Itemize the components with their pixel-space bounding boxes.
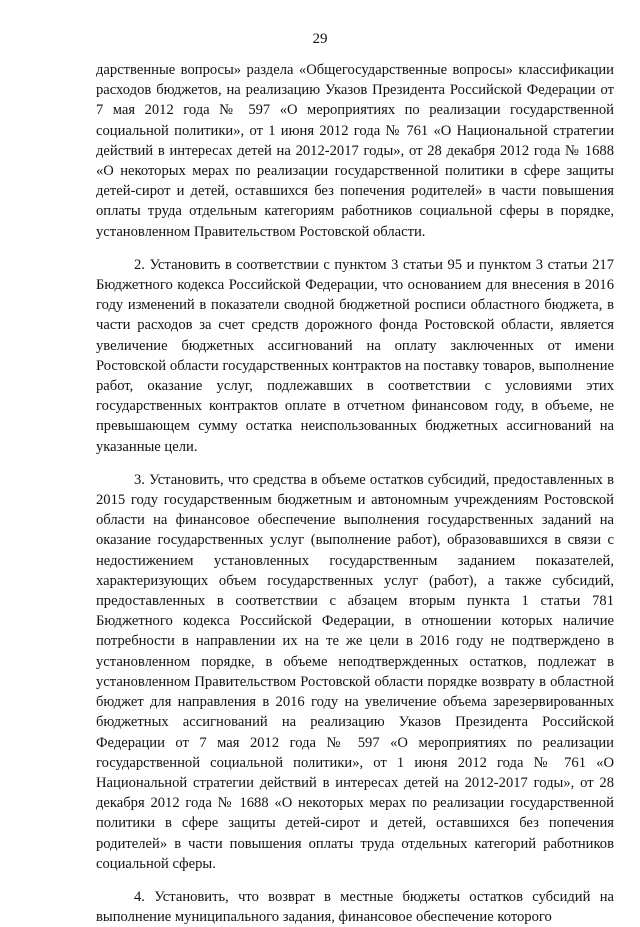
- paragraph-item-2: 2. Установить в соответствии с пунктом 3 статьи 95 и пунктом 3 статьи 217 Бюджетного кодекса Российской Федерации, что основанием для внесения в 2016 году изменений в показатели сводной бюджетной росписи областного бюджета, в части расходов за счет средств дорожного фонда Ростовской области, является увеличение бюджетных ассигнований на оплату заключенных от имени Ростовской области государственных контрактов на поставку товаров, выполнение работ, оказание услуг, подлежавших в соответствии с условиями этих государственных контрактов оплате в отчетном финансовом году, в объеме, не превышающем сумму остатка неиспользованных бюджетных ассигнований на указанные цели.: [96, 256, 614, 455]
- paragraph-continuation: дарственные вопросы» раздела «Общегосударственные вопросы» классификации расходов бюджетов, на реализацию Указов Президента Российской Федерации от 7 мая 2012 года № 597 «О мероприятиях по реализации государственной социальной политики», от 1 июня 2012 года № 761 «О Национальной стратегии действий в интересах детей на 2012-2017 годы», от 28 декабря 2012 года № 1688 «О некоторых мерах по реализации государственной политики в сфере защиты детей-сирот и детей, оставшихся без попечения родителей» в части повышения оплаты труда отдельным категориям работников социальной сферы в порядке, установленном Правительством Ростовской области.: [96, 62, 614, 240]
- paragraph-item-4: 4. Установить, что возврат в местные бюджеты остатков субсидий на выполнение муниципального задания, финансовое обеспечение которого: [96, 888, 614, 926]
- page-number: 29: [312, 31, 328, 47]
- paragraph-item-3: 3. Установить, что средства в объеме остатков субсидий, предоставленных в 2015 году государственным бюджетным и автономным учреждениям Ростовской области на финансовое обеспечение выполнения государственных заданий на оказание государственных услуг (выполнение работ), образовавшихся в связи с недостижением установленных государственным заданием показателей, характеризующих объем государственных услуг (работ), а также субсидий, предоставленных в соответствии с абзацем вторым пункта 1 статьи 781 Бюджетного кодекса Российской Федерации, в отношении которых наличие потребности в направлении их на те же цели в 2016 году не подтверждено в установленном порядке, в объеме неподтвержденных остатков, подлежат в установленном Правительством Ростовской области порядке возврату в областной бюджет для направления в 2016 году на увеличение объема зарезервированных бюджетных ассигнований на реализацию Указов Президента Российской Федерации от 7 мая 2012 года № 597 «О мероприятиях по реализации государственной социальной политики», от 1 июня 2012 года № 761 «О Национальной стратегии действий в интересах детей на 2012-2017 годы», от 28 декабря 2012 года № 1688 «О некоторых мерах по реализации государственной политики в сфере защиты детей-сирот и детей, оставшихся без попечения родителей» в части повышения оплаты труда отдельных категорий работников социальной сферы.: [96, 471, 614, 872]
- document-body: [96, 60, 614, 927]
